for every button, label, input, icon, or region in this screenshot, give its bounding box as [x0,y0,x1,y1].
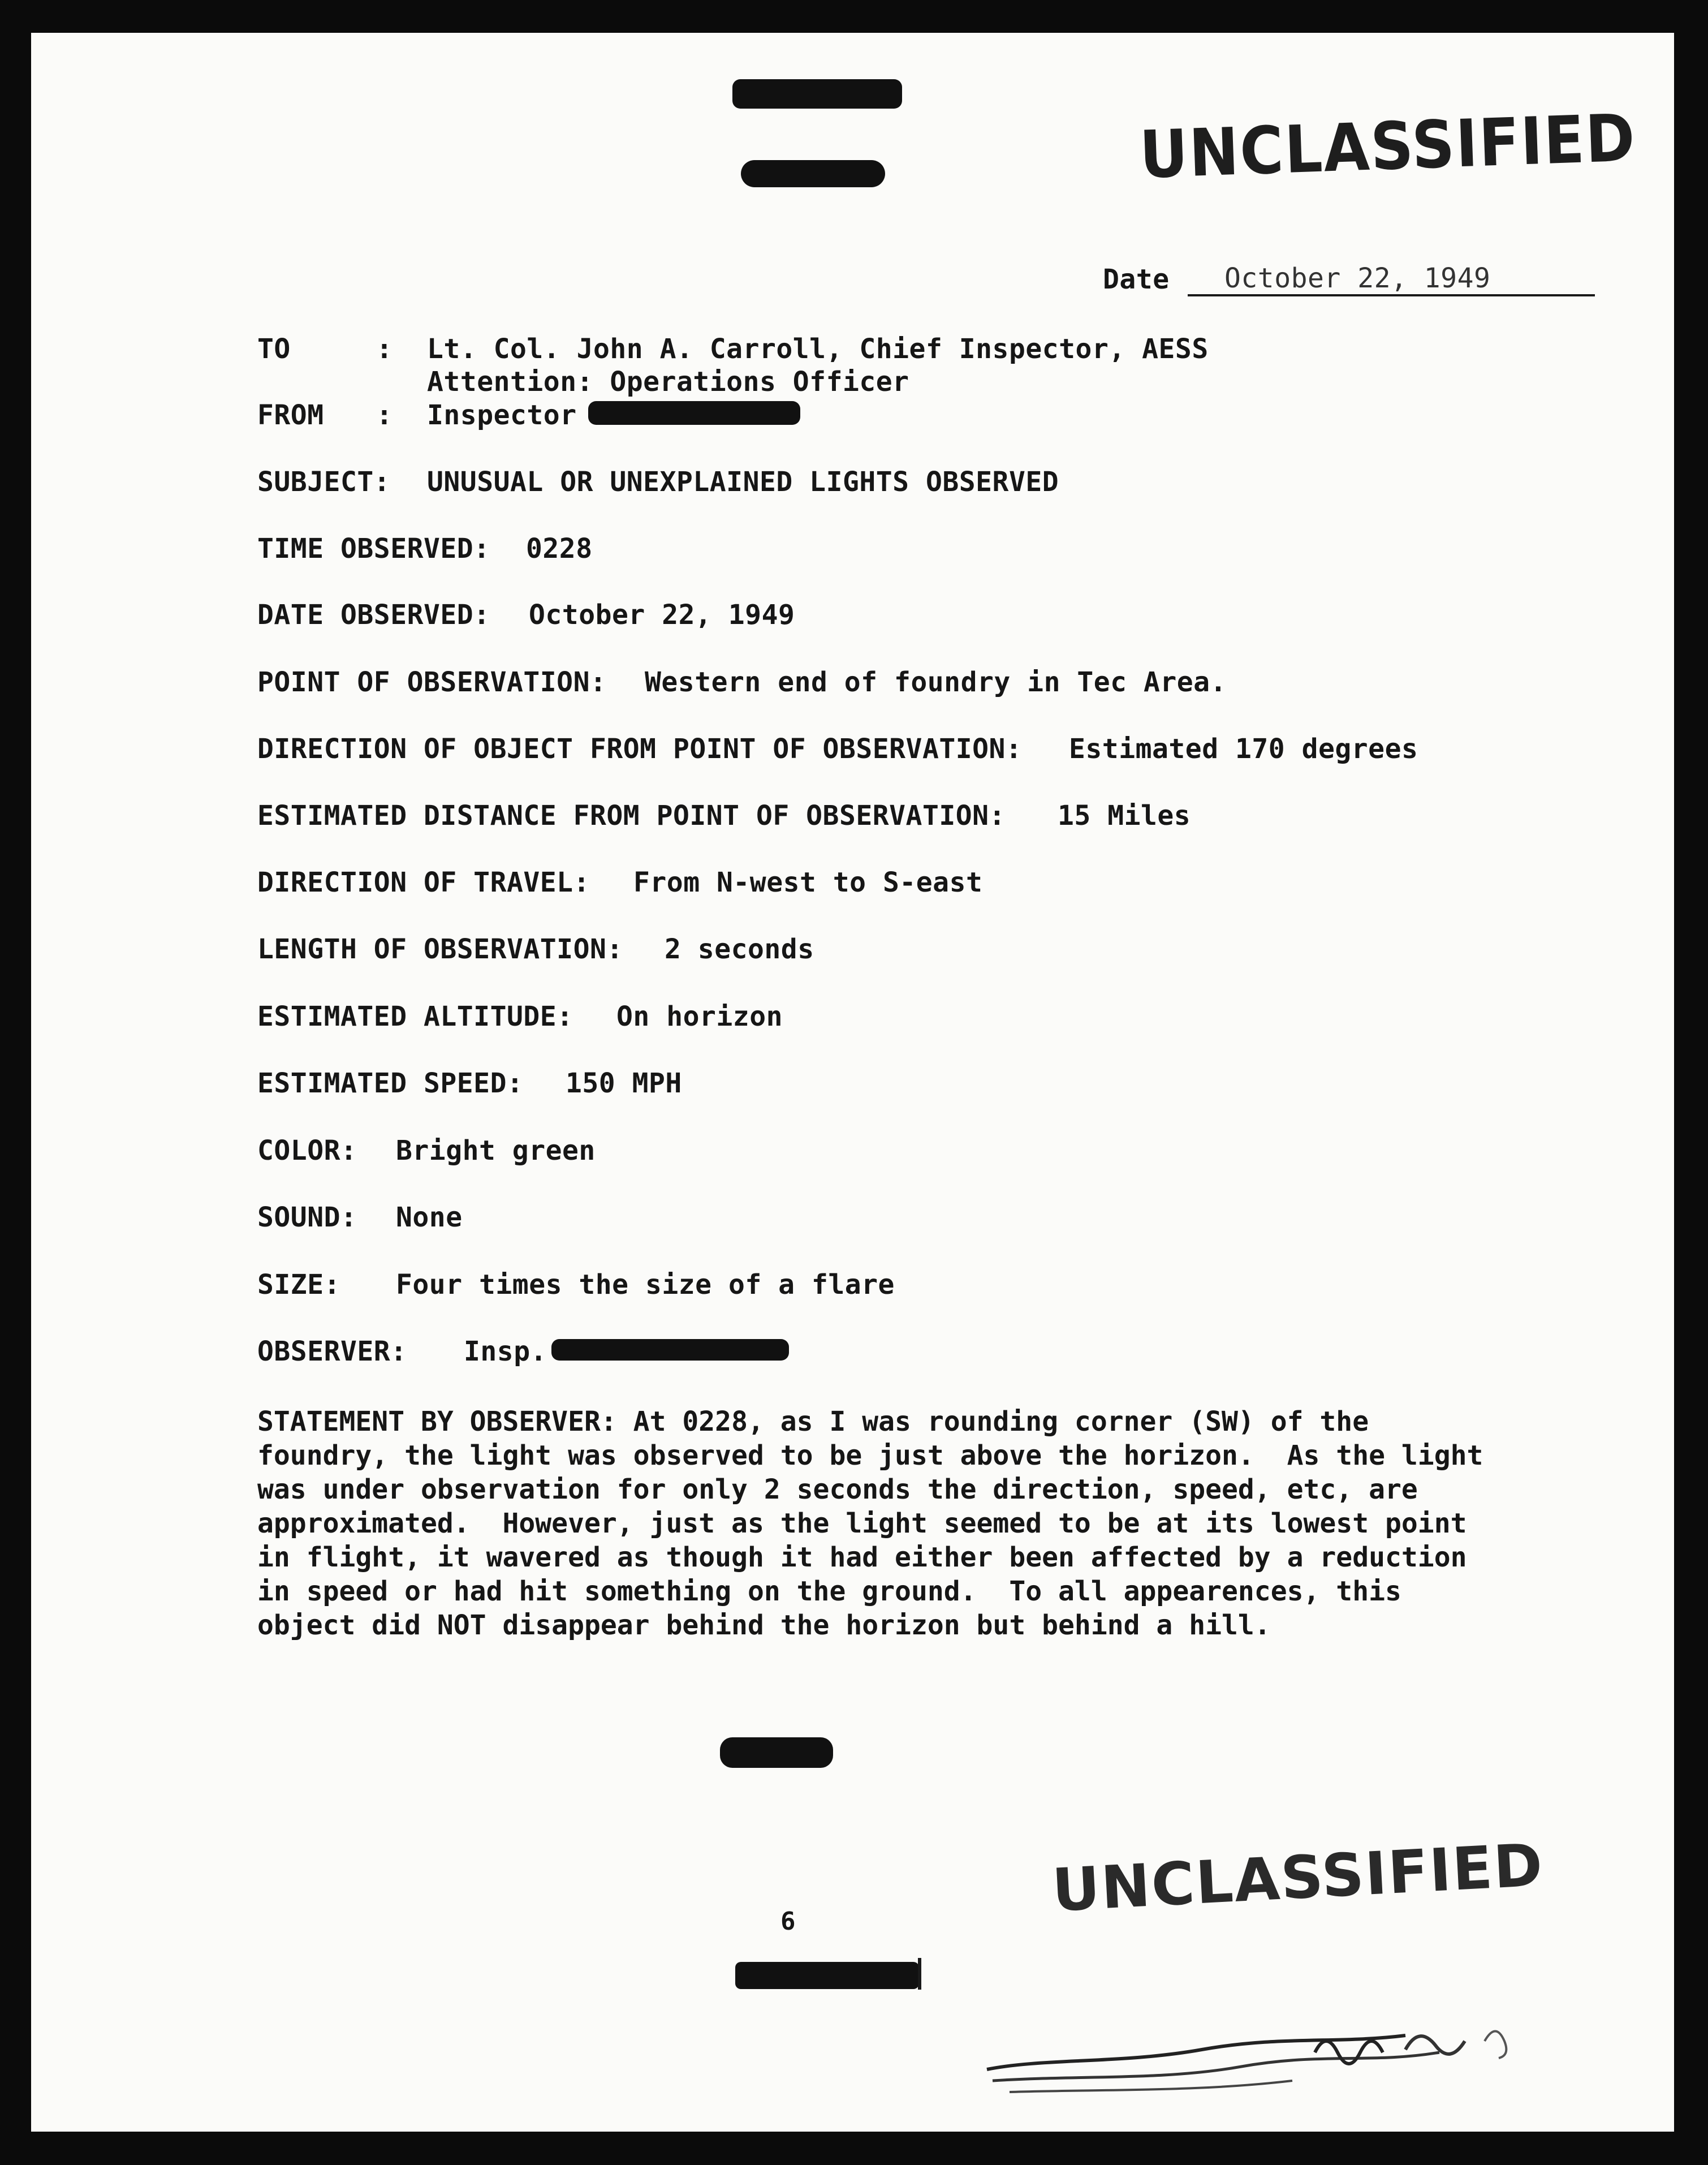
date-observed-value: October 22, 1949 [529,599,795,631]
subject-label: SUBJECT: [257,466,391,498]
observer-label: OBSERVER: [257,1336,407,1367]
length-label: LENGTH OF OBSERVATION: [257,933,623,965]
distance-value: 15 Miles [1058,800,1191,832]
date-observed-label: DATE OBSERVED: [257,599,490,631]
color-label: COLOR: [257,1135,357,1167]
unclassified-stamp-top: UNCLASSIFIED [1138,100,1637,193]
document-page [31,33,1674,2132]
direction-label: DIRECTION OF OBJECT FROM POINT OF OBSERVATION: [257,733,1023,765]
redaction-top-2 [741,160,885,187]
length-value: 2 seconds [665,933,814,965]
point-value: Western end of foundry in Tec Area. [645,666,1227,698]
statement-text: At 0228, as I was rounding corner (SW) of the foundry, the light was observed to be just above the horizon. As the light was under observation for only 2 seconds the direction, speed, etc, are approximated. However, just as the light seemed to be at its lowest point in flight, it wavered as though it had either been affected by a reduction in speed or had hit something on the ground. To all appearences, this object did NOT disappear behind the horizon but behind a hill. [257,1406,1483,1641]
speed-label: ESTIMATED SPEED: [257,1068,524,1099]
date-underline [1188,294,1595,296]
unclassified-stamp-bottom: UNCLASSIFIED [1050,1830,1546,1925]
redaction-bottom-2 [735,1962,919,1989]
point-label: POINT OF OBSERVATION: [257,666,607,698]
statement-label: STATEMENT BY OBSERVER: [257,1406,617,1437]
from-label: FROM [257,399,324,431]
from-value: Inspector [427,399,577,431]
time-label: TIME OBSERVED: [257,533,490,565]
speed-value: 150 MPH [566,1068,682,1099]
travel-value: From N-west to S-east [633,867,983,898]
observer-value: Insp. [464,1336,547,1367]
page-mark: 6 [780,1907,796,1936]
size-label: SIZE: [257,1269,340,1301]
redaction-inspector-name [588,401,800,425]
redaction-bottom-tick [918,1958,921,1990]
date-label: Date [1103,264,1170,295]
size-value: Four times the size of a flare [396,1269,895,1301]
from-separator: : [376,399,393,431]
distance-label: ESTIMATED DISTANCE FROM POINT OF OBSERVATION: [257,800,1006,832]
sound-label: SOUND: [257,1202,357,1233]
redaction-top-1 [732,79,902,109]
date-value: October 22, 1949 [1224,262,1491,294]
travel-label: DIRECTION OF TRAVEL: [257,867,590,898]
to-separator: : [376,333,393,365]
to-label: TO [257,333,291,365]
handwritten-scribble [976,1996,1541,2103]
statement-block [257,1405,1558,1642]
attention-line: Attention: Operations Officer [427,366,909,398]
altitude-label: ESTIMATED ALTITUDE: [257,1001,573,1032]
subject-value: UNUSUAL OR UNEXPLAINED LIGHTS OBSERVED [427,466,1059,498]
redaction-observer-name [551,1339,789,1361]
redaction-bottom-1 [720,1737,833,1768]
sound-value: None [396,1202,463,1233]
altitude-value: On horizon [616,1001,783,1032]
direction-value: Estimated 170 degrees [1069,733,1418,765]
to-value: Lt. Col. John A. Carroll, Chief Inspector, AESS [427,333,1209,365]
color-value: Bright green [396,1135,596,1167]
time-value: 0228 [526,533,593,565]
